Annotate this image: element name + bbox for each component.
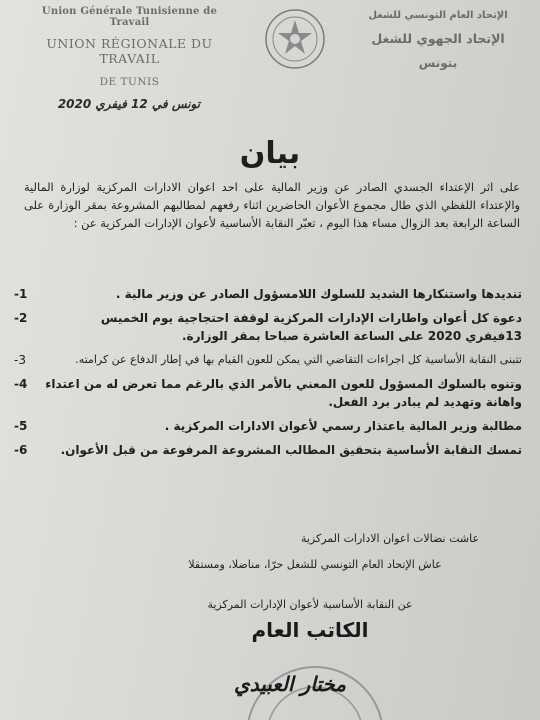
signatory-name: مختار العبيدي — [234, 672, 346, 696]
item-number: -6 — [14, 443, 28, 457]
list-item — [14, 417, 522, 435]
item-number: -3 — [14, 353, 26, 367]
fr-union-name: Union Générale Tunisienne de Travail — [41, 6, 218, 28]
ar-union-name: الإتحاد العام التونسي للشغل — [368, 10, 508, 21]
item-number: -2 — [14, 311, 28, 325]
list-item — [14, 351, 522, 369]
arabic-letterhead — [358, 10, 518, 70]
ar-regional-union: الإتحاد الجهوي للشغل — [371, 31, 505, 46]
item-number: -1 — [14, 287, 28, 301]
intro-paragraph: على اثر الإعتداء الجسدي الصادر عن وزير المالية على احد اعوان الادارات المركزية لوزارة المالية والإعتداء اللفظي الذي طال مجموع الأعوان الحاضرين اثناء رفعهم لمطالبهم المشروعة بمقر الوزارة على الساعة الرابعة بعد الزوال مساء هذا اليوم ، تعبّر النقابة الأساسية لأعوان الإدارات المركزية عن : — [24, 180, 520, 230]
demands-list — [14, 285, 522, 459]
document-title: بيان — [239, 136, 301, 171]
item-text: مطالبة وزير المالية باعتذار رسمي لأعوان الادارات المركزية . — [164, 419, 522, 433]
item-number: -5 — [14, 419, 28, 433]
item-text: تمسك النقابة الأساسية بتحقيق المطالب المشروعة المرفوعة من قبل الأعوان. — [60, 443, 522, 457]
item-number: -4 — [14, 377, 28, 391]
list-item — [14, 285, 522, 303]
signature-title: الكاتب العام — [251, 618, 369, 642]
item-text: دعوة كل أعوان واطارات الإدارات المركزية لوقفة احتجاجية يوم الخميس 13فيفري 2020 على الساعة العاشرة صباحا بمقر الوزارة. — [100, 311, 522, 343]
fr-city: DE TUNIS — [99, 76, 160, 88]
closing-line-2: عاش الإتحاد العام التونسي للشغل حرّا، مناضلا، ومستقلا — [188, 558, 442, 571]
closing-line-1: عاشت نضالات اعوان الادارات المركزية — [300, 532, 480, 545]
union-logo-icon — [264, 8, 326, 70]
ar-city: بتونس — [418, 56, 458, 70]
signature-organization: عن النقابة الأساسية لأعوان الإدارات المركزية — [207, 598, 413, 611]
list-item — [14, 441, 522, 459]
french-letterhead — [22, 6, 237, 88]
item-text: تتبنى النقابة الأساسية كل اجراءات التقاضي التي يمكن للعون القيام بها في إطار الدفاع عن كرامته. — [75, 353, 522, 366]
item-text: وتنوه بالسلوك المسؤول للعون المعني بالأمر الذي بالرغم مما تعرض له من اعتداء واهانة وتهديد لم يبادر برد الفعل. — [45, 377, 522, 409]
fr-regional-union: UNION RÉGIONALE DU TRAVAIL — [46, 36, 213, 66]
list-item — [14, 309, 522, 345]
document-date: تونس في 12 فيفري 2020 — [57, 97, 200, 111]
item-text: تنديدها واستنكارها الشديد للسلوك اللامسؤول الصادر عن وزير مالية . — [115, 287, 522, 301]
list-item — [14, 375, 522, 411]
